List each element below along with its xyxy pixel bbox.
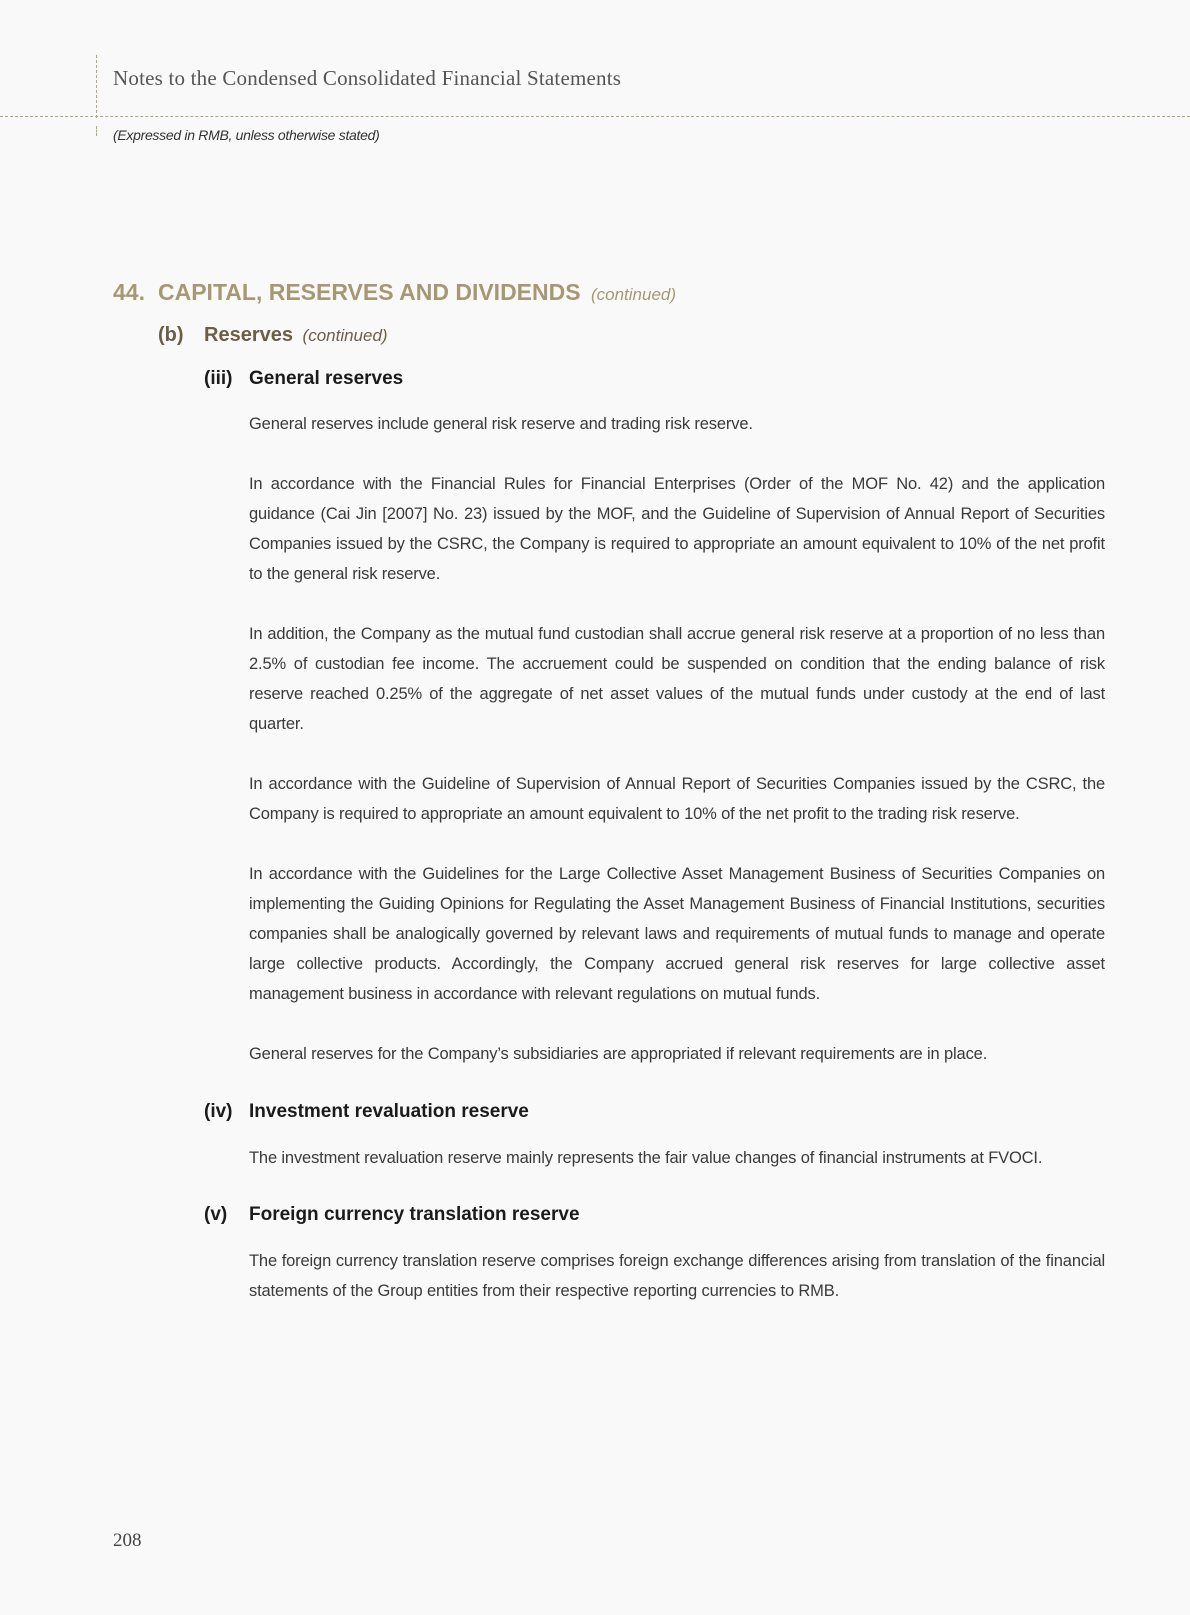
section-heading <box>113 279 676 306</box>
running-head: Notes to the Condensed Consolidated Financial Statements <box>113 66 622 90</box>
item-title: Investment revaluation reserve <box>249 1101 529 1122</box>
item-heading-foreign-currency-translation-reserve <box>204 1204 580 1226</box>
paragraph: In accordance with the Guideline of Supervision of Annual Report of Securities Companies issued by the CSRC, the Company is required to appropriate an amount equivalent to 10% of the net profit to the trading risk reserve. <box>249 775 1105 823</box>
item-heading-general-reserves <box>204 368 403 390</box>
item-title: General reserves <box>249 368 404 389</box>
header-vertical-rule <box>96 55 97 118</box>
subsection-continued: (continued) <box>302 326 388 345</box>
item-number: (iv) <box>204 1101 233 1122</box>
paragraph: In addition, the Company as the mutual fund custodian shall accrue general risk reserve at a proportion of no less than 2.5% of custodian fee income. The accruement could be suspended on condition that the ending balance of risk reserve reached 0.25% of the aggregate of net asset values of the mutual funds under custody at the end of last quarter. <box>249 625 1105 733</box>
item-number: (v) <box>204 1204 228 1225</box>
header-horizontal-rule <box>0 116 1190 117</box>
section-continued: (continued) <box>590 285 677 304</box>
subsection-title: Reserves <box>204 324 293 346</box>
subsection-heading <box>158 324 388 347</box>
paragraph: General reserves for the Company’s subsidiaries are appropriated if relevant requirements are in place. <box>249 1045 988 1063</box>
paragraph: The foreign currency translation reserve comprises foreign exchange differences arising from translation of the financial statements of the Group entities from their respective reporting currencies to RMB. <box>249 1252 1105 1300</box>
section-title: CAPITAL, RESERVES AND DIVIDENDS <box>158 279 581 305</box>
paragraph: In accordance with the Guidelines for the Large Collective Asset Management Business of Securities Companies on implementing the Guiding Opinions for Regulating the Asset Management Business of Financial Institutions, securities companies shall be analogically governed by relevant laws and requirements of mutual funds to manage and operate large collective products. Accordingly, the Company accrued general risk reserves for large collective asset management business in accordance with relevant regulations on mutual funds. <box>249 865 1105 1003</box>
paragraph: General reserves include general risk reserve and trading risk reserve. <box>249 415 753 433</box>
section-number: 44. <box>113 279 145 305</box>
paragraph: The investment revaluation reserve mainly represents the fair value changes of financial instruments at FVOCI. <box>249 1149 1043 1167</box>
page-number: 208 <box>113 1530 142 1551</box>
item-title: Foreign currency translation reserve <box>249 1204 580 1225</box>
basis-note: (Expressed in RMB, unless otherwise stated) <box>113 127 380 143</box>
item-heading-investment-revaluation-reserve <box>204 1101 529 1123</box>
item-number: (iii) <box>204 368 233 389</box>
header-vertical-rule-lower <box>96 126 97 136</box>
subsection-number: (b) <box>158 324 184 346</box>
paragraph: In accordance with the Financial Rules for Financial Enterprises (Order of the MOF No. 42) and the application guidance (Cai Jin [2007] No. 23) issued by the MOF, and the Guideline of Supervision of Annual Report of Securities Companies issued by the CSRC, the Company is required to appropriate an amount equivalent to 10% of the net profit to the general risk reserve. <box>249 475 1105 583</box>
